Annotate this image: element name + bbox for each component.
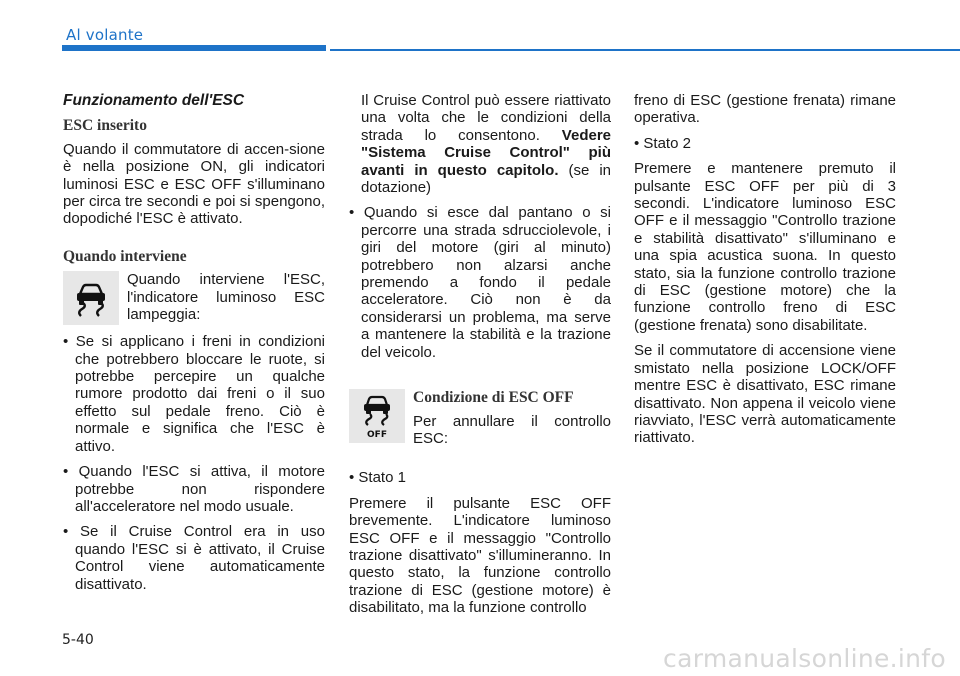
column-2 <box>349 92 611 625</box>
equipment-note: (se in dotazione) <box>361 161 612 197</box>
ignition-off-text: Se il commutatore di accensione viene smistato nella posizione LOCK/OFF mentre ESC è disattivato, ESC rimane disattivato. Non appena il veicolo viene riavviato, l'ESC verrà automaticamente riattivato. <box>634 342 896 447</box>
column-3 <box>634 92 896 455</box>
watermark: carmanualsonline.info <box>663 644 946 673</box>
state2-label: • Stato 2 <box>634 134 691 152</box>
intervene-heading: Quando interviene <box>63 247 187 265</box>
cruise-reactivate-text <box>349 92 611 196</box>
esc-skid-icon <box>63 271 119 325</box>
header-rule-thin <box>330 49 960 51</box>
bullet-engine: • Quando l'ESC si attiva, il motore potrebbe non rispondere all'acceleratore nel modo usuale. <box>63 463 325 515</box>
header-rule-thick <box>62 45 326 51</box>
esc-on-heading: ESC inserito <box>63 117 147 135</box>
section-title: Al volante <box>66 26 144 44</box>
state1-label: • Stato 1 <box>349 469 406 487</box>
bullet-brakes: • Se si applicano i freni in condizioni che potrebbero bloccare le ruote, si potrebbe percepire un qualche rumore prodotto dai freni o il suo effetto sul pedale freno. Ciò è normale e significa che l'ESC è attivo. <box>63 333 325 455</box>
bullet-cruise: • Se il Cruise Control era in uso quando l'ESC si è attivato, il Cruise Control viene automaticamente disattivato. <box>63 523 325 593</box>
esc-on-text: Quando il commutatore di accen-sione è nella posizione ON, gli indicatori luminosi ESC e ESC OFF s'illuminano per circa tre secondi e poi si spengono, dopodiché l'ESC è attivato. <box>63 140 325 228</box>
state2-text: Premere e mantenere premuto il pulsante ESC OFF per più di 3 secondi. L'indicatore luminoso ESC OFF e il messaggio "Controllo trazione e stabilità disattivato" s'illuminano e una spia acustica suona. In questo stato, sia la funzione controllo trazione di ESC (gestione motore) che la funzione controllo freno di ESC (gestione frenata) sono disabilitate. <box>634 160 896 334</box>
cruise-chapter-ref: "Sistema Cruise Control" più avanti in questo capitolo. <box>361 144 611 179</box>
intervene-text: Quando interviene l'ESC, l'indicatore luminoso ESC lampeggia: <box>127 271 325 324</box>
brake-control-text: freno di ESC (gestione frenata) rimane operativa. <box>634 92 896 127</box>
esc-off-text: Per annullare il controllo ESC: <box>413 412 611 447</box>
esc-indicator-row <box>63 271 325 325</box>
esc-off-heading: Condizione di ESC OFF <box>413 389 574 407</box>
esc-operation-title: Funzionamento dell'ESC <box>63 92 245 109</box>
see-ref-label: Vedere <box>561 126 612 144</box>
cruise-reactivate-main: Il Cruise Control può essere riattivato una volta che le condizioni della strada lo consentono. <box>361 92 611 144</box>
esc-off-row <box>349 389 611 447</box>
page-number: 5-40 <box>62 632 94 648</box>
column-1 <box>63 92 325 601</box>
esc-off-icon <box>349 389 405 443</box>
state1-text: Premere il pulsante ESC OFF brevemente. L'indicatore luminoso ESC OFF e il messaggio "Controllo trazione disattivato" s'illumineranno. In questo stato, la funzione controllo trazione di ESC (gestione motore) è disabilitato, ma la funzione controllo <box>349 494 611 617</box>
off-icon-label: OFF <box>367 430 387 440</box>
bullet-mud: • Quando si esce dal pantano o si percorre una strada sdrucciolevole, i giri del motore (giri al minuto) potrebbero non alzarsi anche premendo a fondo il pedale acceleratore. Ciò non è da considerarsi un problema, ma serve a mantenere la stabilità e la trazione del veicolo. <box>349 204 611 361</box>
